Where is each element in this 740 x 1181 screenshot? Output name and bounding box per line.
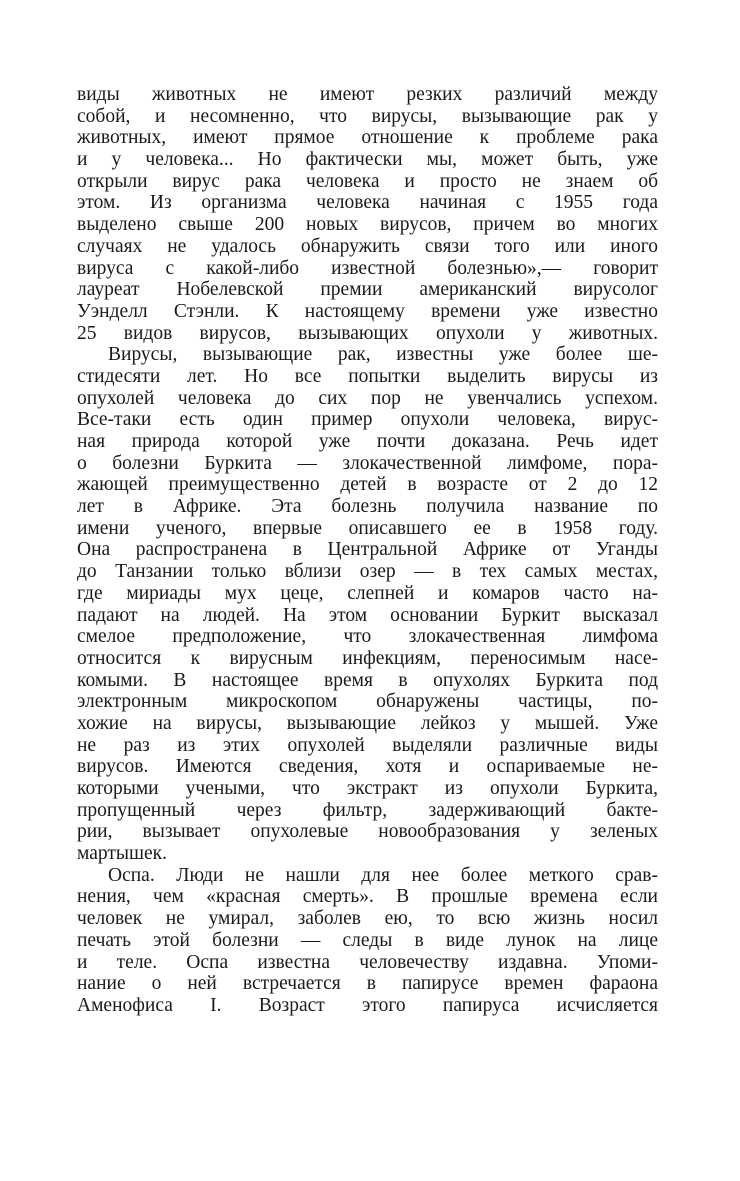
text-line: вирусов. Имеются сведения, хотя и оспариваемые не- <box>77 756 658 778</box>
paragraph-first-line: Оспа. Люди не нашли для нее более меткого срав- <box>108 864 658 886</box>
text-line: о болезни Буркита — злокачественной лимфоме, пора- <box>77 452 658 474</box>
text-line: которыми учеными, что экстракт из опухоли Буркита, <box>77 778 658 799</box>
text-line: не раз из этих опухолей выделяли различные виды <box>77 734 658 756</box>
text-line: рии, вызывает опухолевые новообразования у зеленых <box>77 821 658 843</box>
text-line: нения, чем «красная смерть». В прошлые времена если <box>77 886 658 908</box>
text-line: вируса с какой-либо известной болезнью»,— говорит <box>77 257 658 279</box>
text-line: Все-таки есть один пример опухоли человека, вирус- <box>77 409 658 431</box>
text-line: нание о ней встречается в папирусе времен фараона <box>77 973 658 995</box>
text-line: до Танзании только вблизи озер — в тех самых местах, <box>77 561 658 583</box>
text-line: ная природа которой уже почти доказана. Речь идет <box>77 431 658 452</box>
text-line: относится к вирусным инфекциям, переносимым насе- <box>77 647 658 669</box>
text-line: стидесяти лет. Но все попытки выделить вирусы из <box>77 365 658 387</box>
text-line: лауреат Нобелевской премии американский вирусолог <box>77 279 658 301</box>
body-text <box>77 84 658 1017</box>
text-line: комыми. В настоящее время в опухолях Буркита под <box>77 669 658 691</box>
text-line: случаях не удалось обнаружить связи того или иного <box>77 235 658 257</box>
text-line: виды животных не имеют резких различий между <box>77 84 658 105</box>
text-line: 25 видов вирусов, вызывающих опухоли у животных. <box>77 322 658 344</box>
text-line: падают на людей. На этом основании Буркит высказал <box>77 604 658 626</box>
text-line: где мириады мух цеце, слепней и комаров часто на- <box>77 582 658 604</box>
text-line: собой, и несомненно, что вирусы, вызывающие рак у <box>77 105 658 127</box>
text-line: опухолей человека до сих пор не увенчались успехом. <box>77 387 658 409</box>
text-line: открыли вирус рака человека и просто не знаем об <box>77 170 658 192</box>
text-line: Она распространена в Центральной Африке от Уганды <box>77 539 658 561</box>
text-line: Аменофиса I. Возраст этого папируса исчисляется <box>77 994 658 1016</box>
text-line: и теле. Оспа известна человечеству издавна. Упоми- <box>77 951 658 973</box>
text-line: имени ученого, впервые описавшего ее в 1958 году. <box>77 517 658 539</box>
text-line: жающей преимущественно детей в возрасте от 2 до 12 <box>77 474 658 496</box>
text-line: выделено свыше 200 новых вирусов, причем во многих <box>77 214 658 236</box>
text-line: человек не умирал, заболев ею, то всю жизнь носил <box>77 908 658 930</box>
paragraph-last-line: мартышек. <box>77 843 167 865</box>
text-line: и у человека... Но фактически мы, может быть, уже <box>77 149 658 171</box>
text-line: смелое предположение, что злокачественная лимфома <box>77 626 658 648</box>
text-line: Уэнделл Стэнли. К настоящему времени уже известно <box>77 300 658 322</box>
text-line: пропущенный через фильтр, задерживающий бакте- <box>77 799 658 821</box>
paragraph-first-line: Вирусы, вызывающие рак, известны уже более ше- <box>108 344 658 366</box>
text-line: этом. Из организма человека начиная с 1955 года <box>77 192 658 214</box>
text-line: электронным микроскопом обнаружены частицы, по- <box>77 691 658 713</box>
text-line: печать этой болезни — следы в виде лунок на лице <box>77 929 658 951</box>
text-line: лет в Африке. Эта болезнь получила название по <box>77 496 658 518</box>
text-line: хожие на вирусы, вызывающие лейкоз у мышей. Уже <box>77 712 658 734</box>
text-line: животных, имеют прямое отношение к проблеме рака <box>77 127 658 149</box>
